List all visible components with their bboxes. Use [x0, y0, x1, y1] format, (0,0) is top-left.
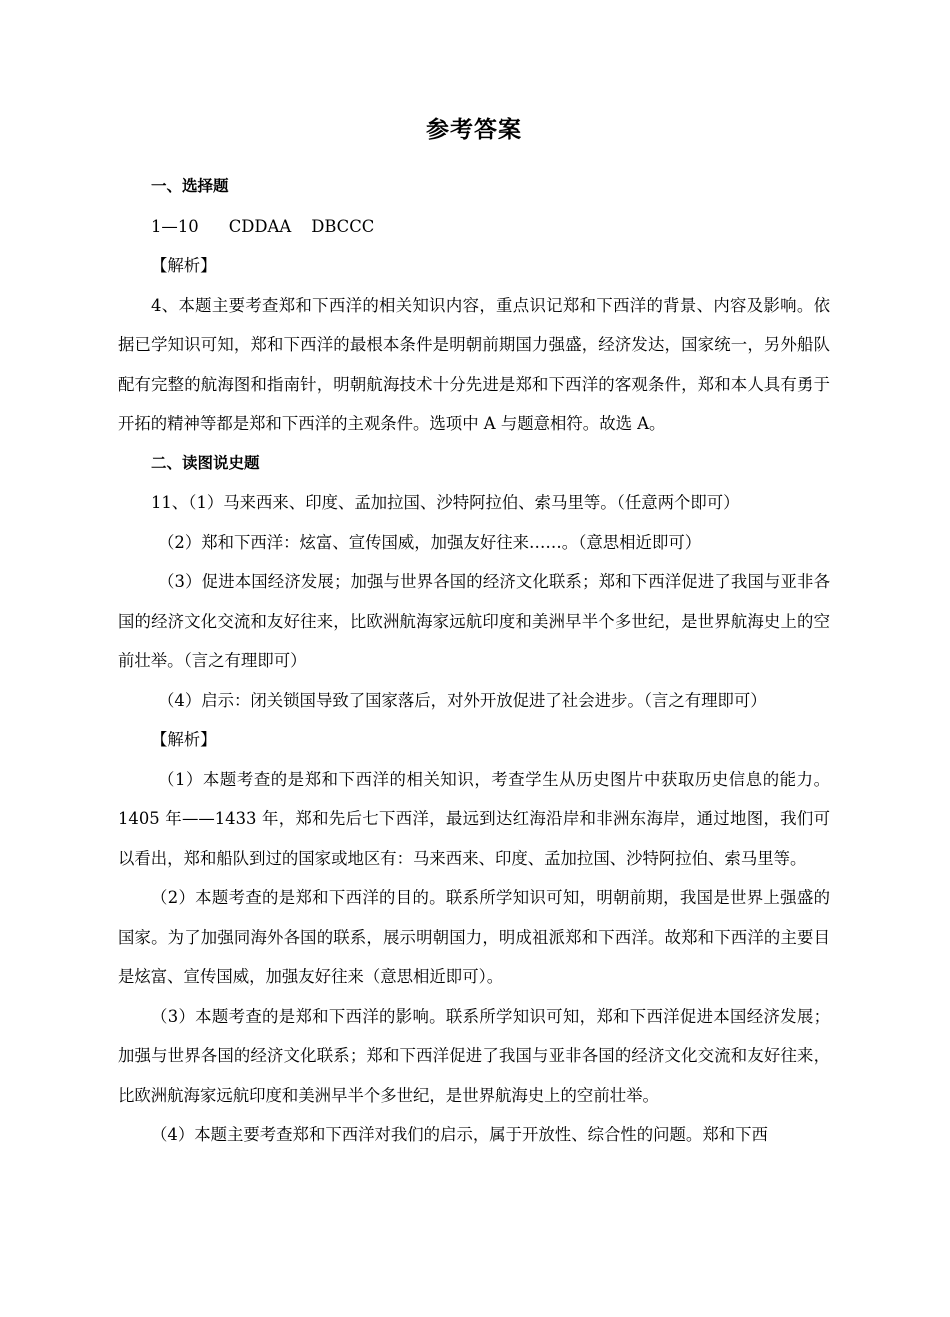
choice-answers-group-1: CDDAA: [228, 216, 292, 236]
section-heading-map: 二、读图说史题: [151, 453, 260, 472]
choice-range: 1—10: [151, 216, 199, 236]
choice-answers-group-2: DBCCC: [311, 216, 375, 236]
analysis-paragraph-q4: 4、本题主要考查郑和下西洋的相关知识内容，重点识记郑和下西洋的背景、内容及影响。依据已学知识可知，郑和下西洋的最根本条件是明朝前期国力强盛，经济发达，国家统一，另外船队配有完整的航海图和指南针，明朝航海技术十分先进是郑和下西洋的客观条件，郑和本人具有勇于开拓的精神等都是郑和下西洋的主观条件。选项中 A 与题意相符。故选 A。: [118, 295, 830, 433]
analysis-label-1: 【解析】: [151, 256, 217, 275]
choice-answers: [118, 207, 830, 247]
section-heading-choice: 一、选择题: [151, 177, 229, 195]
analysis-label-2: 【解析】: [151, 730, 217, 749]
answer-11-part-2: （2）郑和下西洋：炫富、宣传国威，加强友好往来……。（意思相近即可）: [158, 532, 702, 552]
analysis-paragraph-3: （3）本题考查的是郑和下西洋的影响。联系所学知识可知，郑和下西洋促进本国经济发展；加强与世界各国的经济文化联系；郑和下西洋促进了我国与亚非各国的经济文化交流和友好往来，比欧洲航海家远航印度和美洲早半个多世纪，是世界航海史上的空前壮举。: [118, 1006, 830, 1105]
analysis-paragraph-2: （2）本题考查的是郑和下西洋的目的。联系所学知识可知，明朝前期，我国是世界上强盛的国家。为了加强同海外各国的联系，展示明朝国力，明成祖派郑和下西洋。故郑和下西洋的主要目是炫富、宣传国威，加强友好往来（意思相近即可）。: [118, 888, 830, 986]
answer-11-part-3: （3）促进本国经济发展；加强与世界各国的经济文化联系；郑和下西洋促进了我国与亚非各国的经济文化交流和友好往来，比欧洲航海家远航印度和美洲早半个多世纪，是世界航海史上的空前壮举。（言之有理即可）: [118, 572, 830, 670]
analysis-paragraph-1: （1）本题考查的是郑和下西洋的相关知识，考查学生从历史图片中获取历史信息的能力。1405 年——1433 年，郑和先后七下西洋，最远到达红海沿岸和非洲东海岸，通过地图，我们可以看出，郑和船队到过的国家或地区有：马来西来、印度、孟加拉国、沙特阿拉伯、索马里等。: [118, 769, 830, 868]
analysis-paragraph-4: （4）本题主要考查郑和下西洋对我们的启示，属于开放性、综合性的问题。郑和下西: [151, 1125, 768, 1144]
answer-11-part-4: （4）启示：闭关锁国导致了国家落后，对外开放促进了社会进步。（言之有理即可）: [158, 690, 767, 710]
answer-11-part-1: 11、（1）马来西来、印度、孟加拉国、沙特阿拉伯、索马里等。（任意两个即可）: [151, 493, 740, 512]
page-title: 参考答案: [426, 116, 522, 143]
document-content: [118, 110, 830, 1155]
